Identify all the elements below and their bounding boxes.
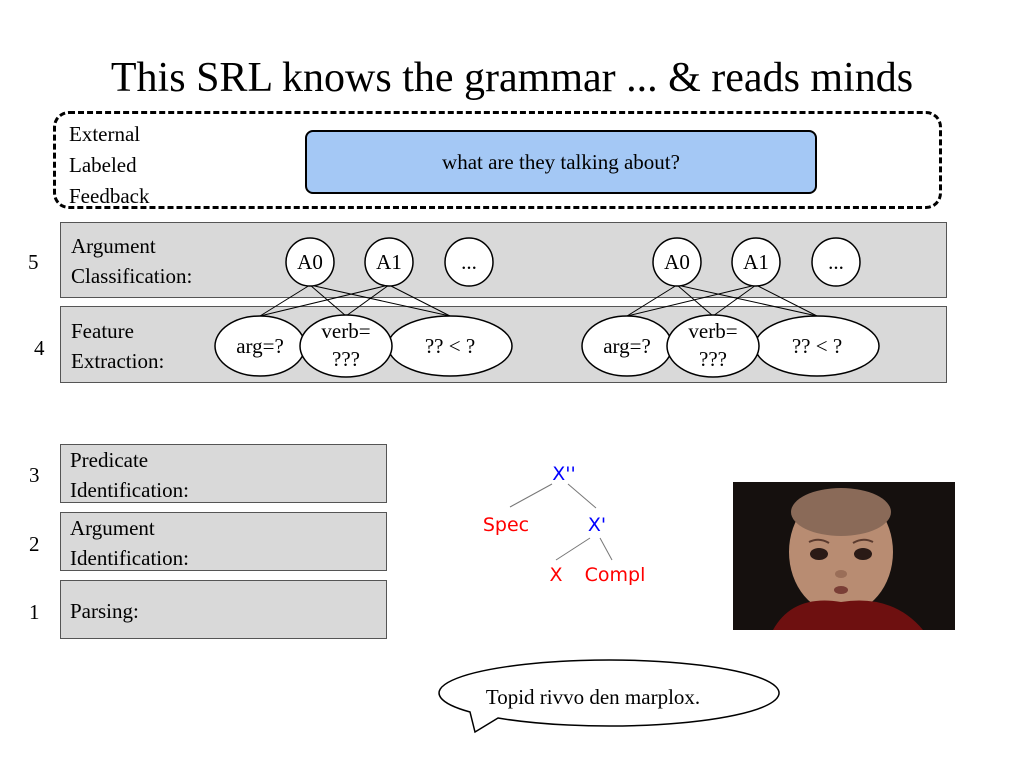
layer-label-line: Extraction:: [71, 349, 165, 373]
layer-number: 3: [29, 463, 40, 487]
layer-label-line: Feature: [71, 319, 134, 343]
feedback-label-line: Labeled: [69, 153, 137, 177]
class-node-label: A1: [743, 250, 769, 274]
edge: [713, 285, 756, 316]
layer-number: 1: [29, 600, 40, 624]
edge: [677, 285, 713, 316]
layer-label-line: Argument: [70, 516, 155, 540]
edge: [677, 285, 817, 316]
edge: [627, 285, 756, 316]
layer-number: 2: [29, 532, 40, 556]
tree-edge: [600, 538, 612, 560]
tree-edge: [510, 484, 552, 507]
layer-label-line: Argument: [71, 234, 156, 258]
feature-node-label: ?? < ?: [424, 334, 476, 358]
xbar-tree: [483, 463, 646, 586]
layer-label-line: Parsing:: [70, 599, 139, 623]
layer-label-line: Identification:: [70, 546, 189, 570]
right-network-edges: [627, 285, 817, 316]
feature-node-label: verb=: [688, 319, 738, 343]
tree-node-xbar: X': [587, 514, 607, 536]
feedback-label-line: Feedback: [69, 184, 150, 208]
speech-bubble: [439, 660, 779, 732]
class-node-label: ...: [461, 250, 477, 274]
right-class-nodes: [653, 238, 860, 286]
edge: [310, 285, 346, 316]
left-network-edges: [260, 285, 450, 316]
class-node-label: A0: [297, 250, 323, 274]
question-box: what are they talking about?: [305, 130, 817, 194]
feature-node-label: ???: [332, 347, 360, 371]
left-feature-nodes: [215, 315, 512, 377]
tree-node-head: X: [549, 564, 563, 586]
left-class-nodes: [286, 238, 493, 286]
class-node-label: A1: [376, 250, 402, 274]
slide-title: This SRL knows the grammar ... & reads minds: [110, 55, 914, 101]
layer-label-line: Predicate: [70, 448, 149, 472]
speech-text: Topid rivvo den marplox.: [485, 685, 701, 709]
tree-edge: [556, 538, 590, 560]
class-node-label: ...: [828, 250, 844, 274]
tree-node-root: X'': [552, 463, 576, 485]
tree-node-compl: Compl: [584, 564, 646, 586]
layer-number: 4: [34, 336, 45, 360]
edge: [389, 285, 450, 316]
feature-node-label: verb=: [321, 319, 371, 343]
feature-node-label: ???: [699, 347, 727, 371]
edge: [260, 285, 389, 316]
right-feature-nodes: [582, 315, 879, 377]
feature-node-label: arg=?: [236, 334, 284, 358]
feature-node-label: ?? < ?: [791, 334, 843, 358]
layer-number: 5: [28, 250, 39, 274]
edge: [756, 285, 817, 316]
feedback-label-line: External: [69, 122, 141, 146]
edge: [310, 285, 450, 316]
edge: [346, 285, 389, 316]
layer-label-line: Identification:: [70, 478, 189, 502]
worried-baby-photo: [733, 482, 955, 630]
baby-face-illustration: [733, 482, 955, 630]
tree-edge: [568, 484, 596, 508]
feature-node-label: arg=?: [603, 334, 651, 358]
layer-label-line: Classification:: [71, 264, 193, 288]
tree-node-spec: Spec: [482, 514, 530, 536]
edge: [627, 285, 677, 316]
edge: [260, 285, 310, 316]
class-node-label: A0: [664, 250, 690, 274]
